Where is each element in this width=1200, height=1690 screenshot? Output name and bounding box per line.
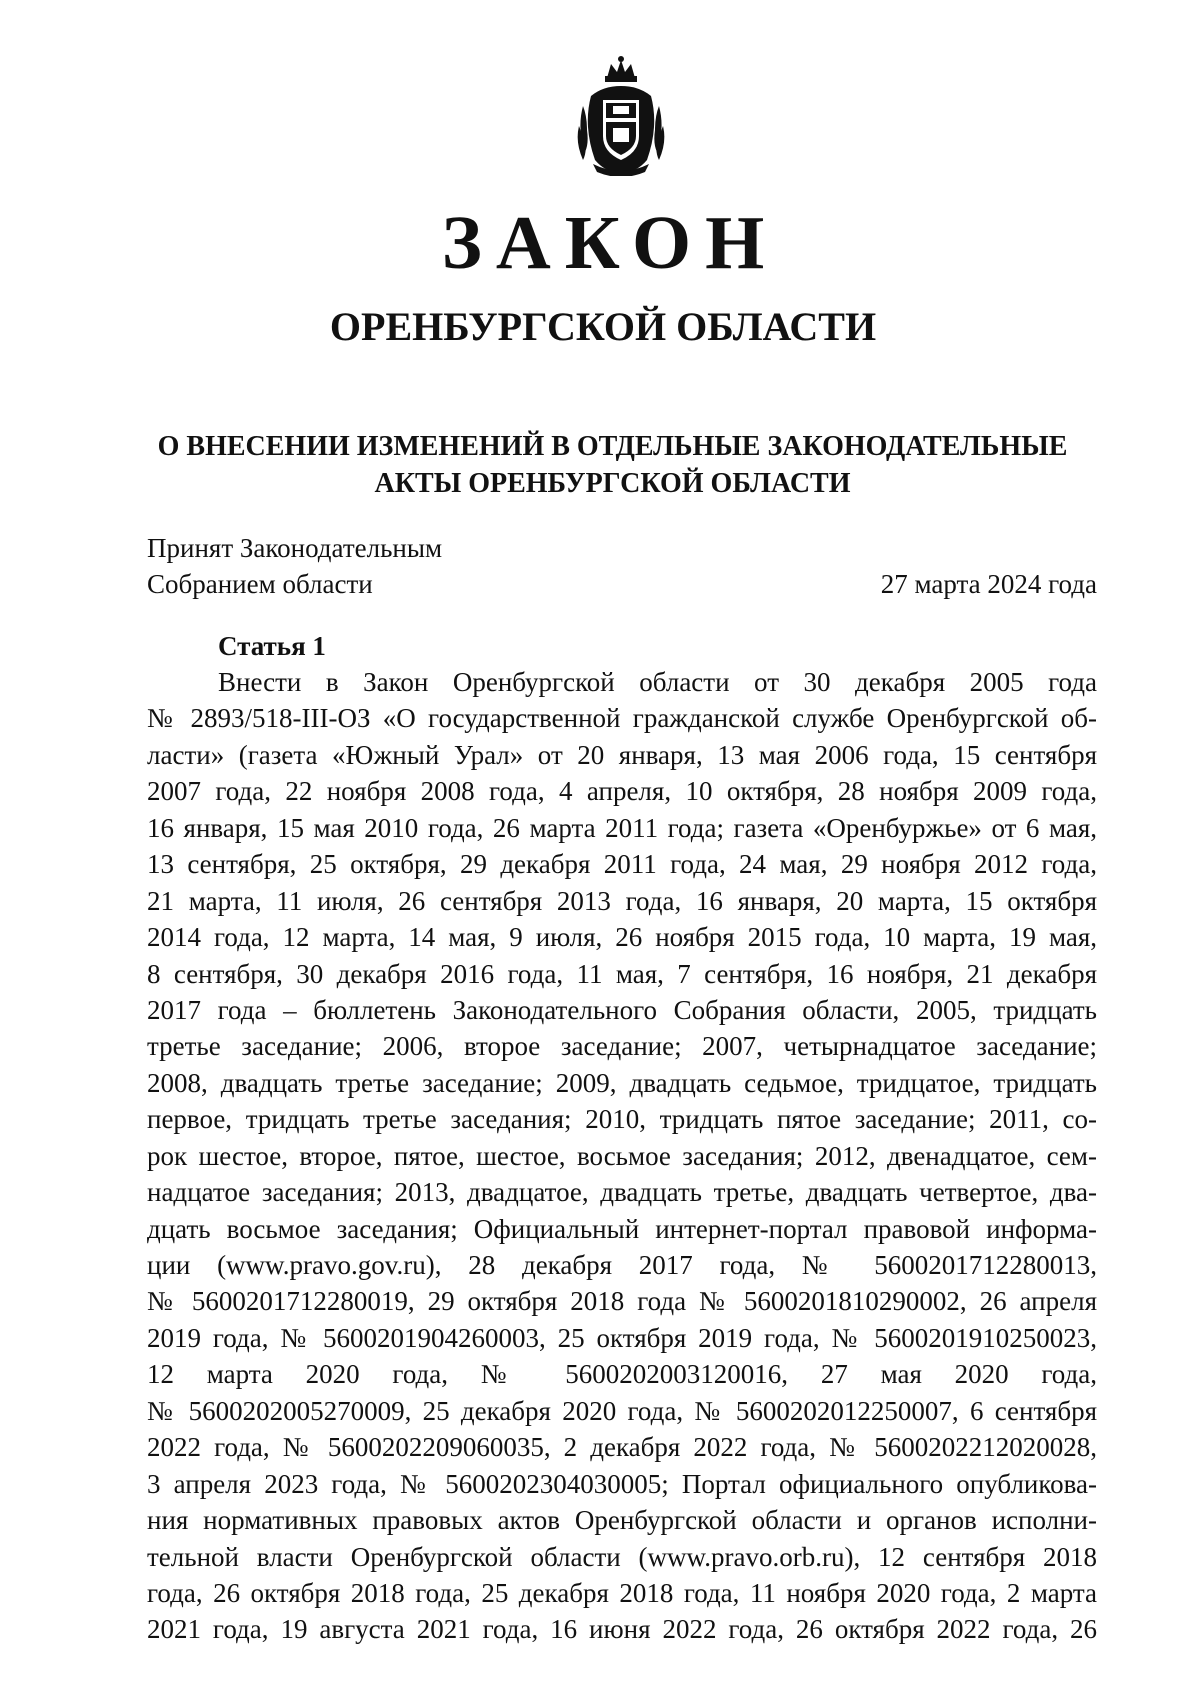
article-line: рок шестое, второе, пятое, шестое, восьмое заседания; 2012, двенадцатое, сем- <box>147 1140 1097 1171</box>
article-line: Внести в Закон Оренбургской области от 30 декабря 2005 года <box>218 667 1097 697</box>
coat-of-arms-icon <box>573 56 669 176</box>
article-line: надцатое заседания; 2013, двадцатое, двадцать третье, двадцать четвертое, два- <box>147 1177 1097 1208</box>
article-line: 2021 года, 19 августа 2021 года, 16 июня 2022 года, 26 октября 2022 года, 26 <box>147 1614 1097 1645</box>
region-title: ОРЕНБУРГСКОЙ ОБЛАСТИ <box>329 304 877 349</box>
adoption-line-2: Собранием области <box>147 569 373 599</box>
article-line: ции (www.pravo.gov.ru), 28 декабря 2017 года, № 5600201712280013, <box>147 1250 1097 1280</box>
law-subject <box>0 428 1200 502</box>
adoption-block <box>147 530 1097 602</box>
article-line: первое, тридцать третье заседания; 2010, тридцать пятое заседание; 2011, со- <box>147 1104 1097 1135</box>
article-line: 8 сентября, 30 декабря 2016 года, 11 мая, 7 сентября, 16 ноября, 21 декабря <box>147 958 1097 989</box>
article-heading: Статья 1 <box>218 631 326 661</box>
article-line: 3 апреля 2023 года, № 5600202304030005; Портал официального опубликова- <box>147 1468 1097 1499</box>
article-line: 2022 года, № 5600202209060035, 2 декабря 2022 года, № 5600202212020028, <box>147 1432 1097 1463</box>
law-title: ЗАКОН <box>441 201 779 285</box>
adoption-line-1: Принят Законодательным <box>147 533 443 563</box>
article-line: 2008, двадцать третье заседание; 2009, двадцать седьмое, тридцатое, тридцать <box>147 1067 1097 1098</box>
article-line: № 2893/518-III-ОЗ «О государственной гражданской службе Оренбургской об- <box>147 703 1097 734</box>
article-line: 2019 года, № 5600201904260003, 25 октября 2019 года, № 5600201910250023, <box>147 1322 1097 1353</box>
article-line: дцать восьмое заседания; Официальный интернет-портал правовой информа- <box>147 1213 1097 1244</box>
law-subject-line-2: АКТЫ ОРЕНБУРГСКОЙ ОБЛАСТИ <box>374 468 851 499</box>
article-line: 2007 года, 22 ноября 2008 года, 4 апреля, 10 октября, 28 ноября 2009 года, <box>147 776 1097 807</box>
article-line: тельной власти Оренбургской области (www.pravo.orb.ru), 12 сентября 2018 <box>147 1541 1097 1572</box>
article-line: 13 сентября, 25 октября, 29 декабря 2011 года, 24 мая, 29 ноября 2012 года, <box>147 849 1097 880</box>
article-line: третье заседание; 2006, второе заседание; 2007, четырнадцатое заседание; <box>147 1031 1097 1062</box>
article-line: ласти» (газета «Южный Урал» от 20 января, 13 мая 2006 года, 15 сентября <box>147 739 1097 770</box>
article-line: года, 26 октября 2018 года, 25 декабря 2018 года, 11 ноября 2020 года, 2 марта <box>147 1577 1097 1608</box>
article-line: 16 января, 15 мая 2010 года, 26 марта 2011 года; газета «Оренбуржье» от 6 мая, <box>147 812 1097 843</box>
law-subject-line-1: О ВНЕСЕНИИ ИЗМЕНЕНИЙ В ОТДЕЛЬНЫЕ ЗАКОНОДАТЕЛЬНЫЕ <box>157 431 1068 462</box>
article-line: 2017 года – бюллетень Законодательного Собрания области, 2005, тридцать <box>147 994 1097 1025</box>
article-line: № 5600202005270009, 25 декабря 2020 года, № 5600202012250007, 6 сентября <box>147 1395 1097 1426</box>
article-line: 12 марта 2020 года, № 5600202003120016, 27 мая 2020 года, <box>147 1359 1097 1390</box>
article-body <box>147 664 1097 1648</box>
article-line: 21 марта, 11 июля, 26 сентября 2013 года, 16 января, 20 марта, 15 октября <box>147 885 1097 916</box>
adoption-date: 27 марта 2024 года <box>880 569 1097 599</box>
article-line: ния нормативных правовых актов Оренбургской области и органов исполни- <box>147 1505 1097 1536</box>
article-line: 2014 года, 12 марта, 14 мая, 9 июля, 26 ноября 2015 года, 10 марта, 19 мая, <box>147 922 1097 953</box>
article-line: № 5600201712280019, 29 октября 2018 года № 5600201810290002, 26 апреля <box>147 1286 1097 1317</box>
